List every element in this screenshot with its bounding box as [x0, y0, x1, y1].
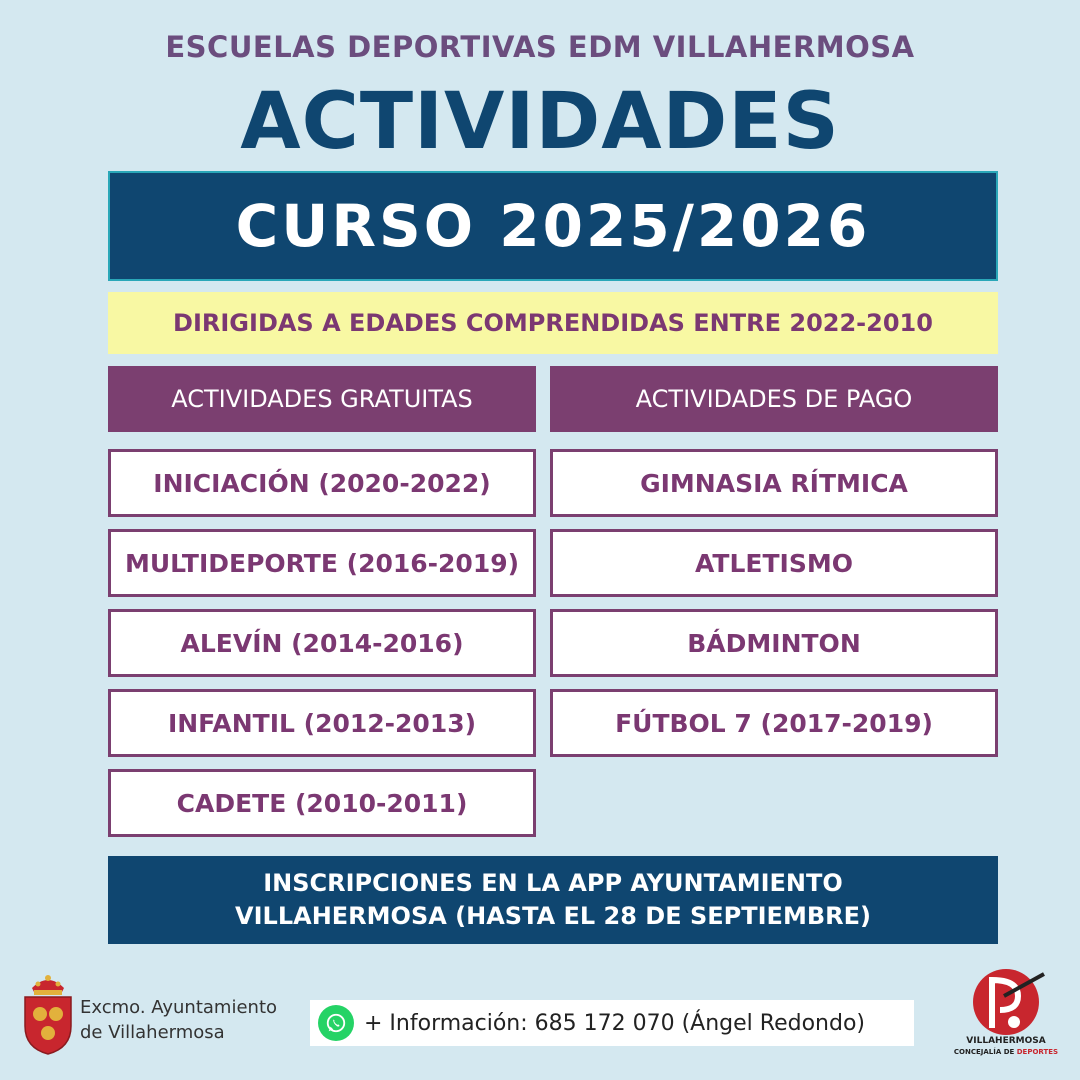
subtitle: ESCUELAS DEPORTIVAS EDM VILLAHERMOSA	[165, 30, 915, 64]
free-activity-item: ALEVÍN (2014-2016)	[108, 609, 536, 677]
free-activities-heading: ACTIVIDADES GRATUITAS	[108, 366, 536, 432]
logo-subtitle: CONCEJALÍA DE DEPORTES	[953, 1048, 1059, 1056]
paid-activities-heading: ACTIVIDADES DE PAGO	[550, 366, 998, 432]
whatsapp-icon	[318, 1005, 354, 1041]
paid-activity-item: BÁDMINTON	[550, 609, 998, 677]
signup-line-1: INSCRIPCIONES EN LA APP AYUNTAMIENTO	[263, 869, 843, 897]
free-activity-item: CADETE (2010-2011)	[108, 769, 536, 837]
free-activity-item: INFANTIL (2012-2013)	[108, 689, 536, 757]
crest-icon	[22, 966, 74, 1056]
free-activity-item: MULTIDEPORTE (2016-2019)	[108, 529, 536, 597]
course-banner: CURSO 2025/2026	[108, 171, 998, 281]
signup-banner	[108, 856, 998, 944]
info-text: + Información: 685 172 070 (Ángel Redondo)	[364, 1010, 865, 1036]
free-activity-item: INICIACIÓN (2020-2022)	[108, 449, 536, 517]
ages-banner: DIRIGIDAS A EDADES COMPRENDIDAS ENTRE 2022-2010	[108, 292, 998, 354]
info-contact	[310, 1000, 914, 1046]
paid-activity-item: ATLETISMO	[550, 529, 998, 597]
paid-activity-item: FÚTBOL 7 (2017-2019)	[550, 689, 998, 757]
logo-name: VILLAHERMOSA	[966, 1036, 1046, 1046]
page-title: ACTIVIDADES	[240, 77, 840, 167]
paid-activity-item: GIMNASIA RÍTMICA	[550, 449, 998, 517]
signup-line-2: VILLAHERMOSA (HASTA EL 28 DE SEPTIEMBRE)	[235, 902, 871, 930]
town-hall-name: Excmo. Ayuntamiento	[80, 997, 278, 1018]
town-hall-name-2: de Villahermosa	[80, 1022, 225, 1043]
